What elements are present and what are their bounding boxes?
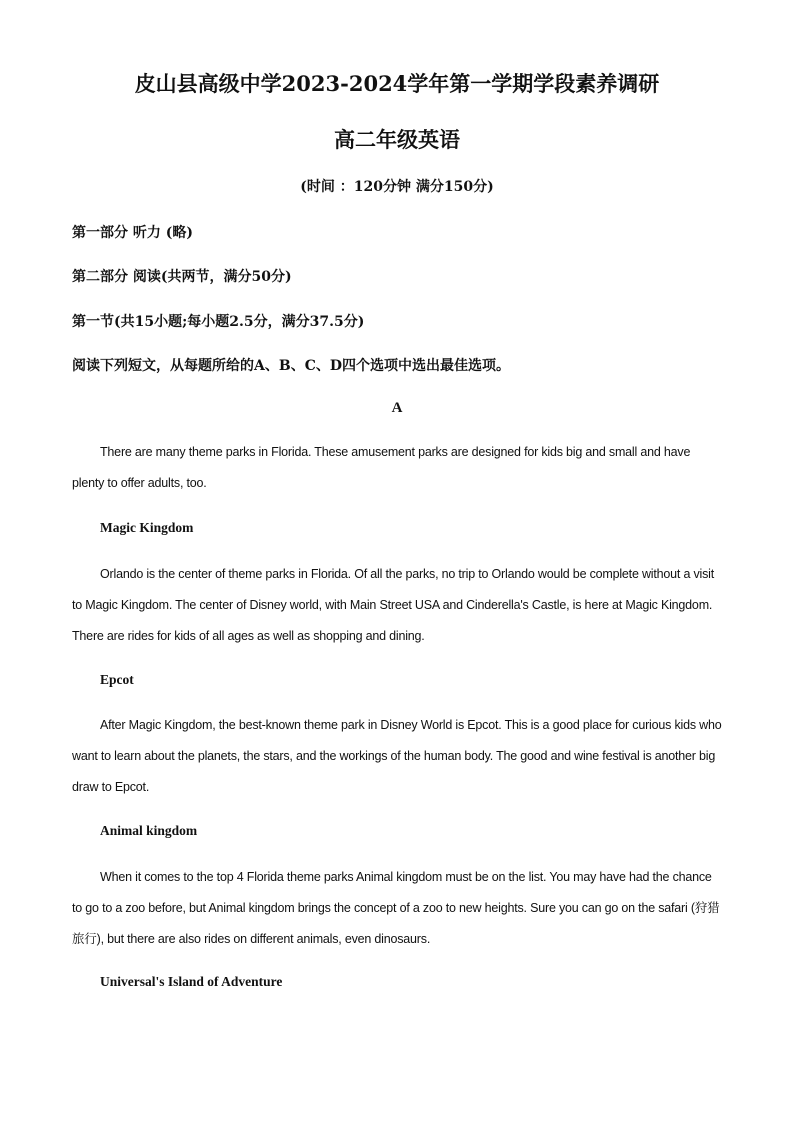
park-paragraph: After Magic Kingdom, the best-known theme park in Disney World is Epcot. This is a good place for curious kids who want to learn about the planets, the stars, and the workings of the human body. The good and wine festival is another big draw to Epcot. [72, 718, 722, 794]
exam-title: 皮山县高级中学2023-2024学年第一学期学段素养调研 [134, 71, 660, 96]
park-heading: Animal kingdom [100, 823, 198, 838]
park-paragraph: Orlando is the center of theme parks in Florida. Of all the parks, no trip to Orlando would be complete without a visit to Magic Kingdom. The center of Disney world, with Main Street USA and Cinderella's Castle, is here at Magic Kingdom. There are rides for kids of all ages as well as shopping and dining. [72, 567, 715, 643]
park-heading: Epcot [100, 672, 134, 687]
park-heading: Universal's Island of Adventure [100, 974, 283, 989]
section-one-heading: 第一节(共15小题;每小题2.5分，满分37.5分) [72, 314, 365, 330]
park-paragraph: When it comes to the top 4 Florida theme parks Animal kingdom must be on the list. You may have had the chance to go to a zoo before, but Animal kingdom brings the concept of a zoo to new heights. Sure you can go on the safari (狩猎旅行), but there are also rides on different animals, even dinosaurs. [72, 870, 720, 946]
passage-letter: A [391, 400, 403, 416]
exam-subtitle: 高二年级英语 [334, 127, 460, 152]
park-heading: Magic Kingdom [100, 520, 194, 535]
part-one-heading: 第一部分 听力 (略) [72, 225, 193, 241]
passage-intro: There are many theme parks in Florida. These amusement parks are designed for kids big and small and have plenty to offer adults, too. [72, 445, 691, 490]
part-two-heading: 第二部分 阅读(共两节，满分50分) [72, 269, 292, 285]
time-info: (时间 ：120分钟 满分150分) [300, 179, 494, 195]
instruction-text: 阅读下列短文，从每题所给的A、B、C、D四个选项中选出最佳选项。 [72, 358, 510, 374]
